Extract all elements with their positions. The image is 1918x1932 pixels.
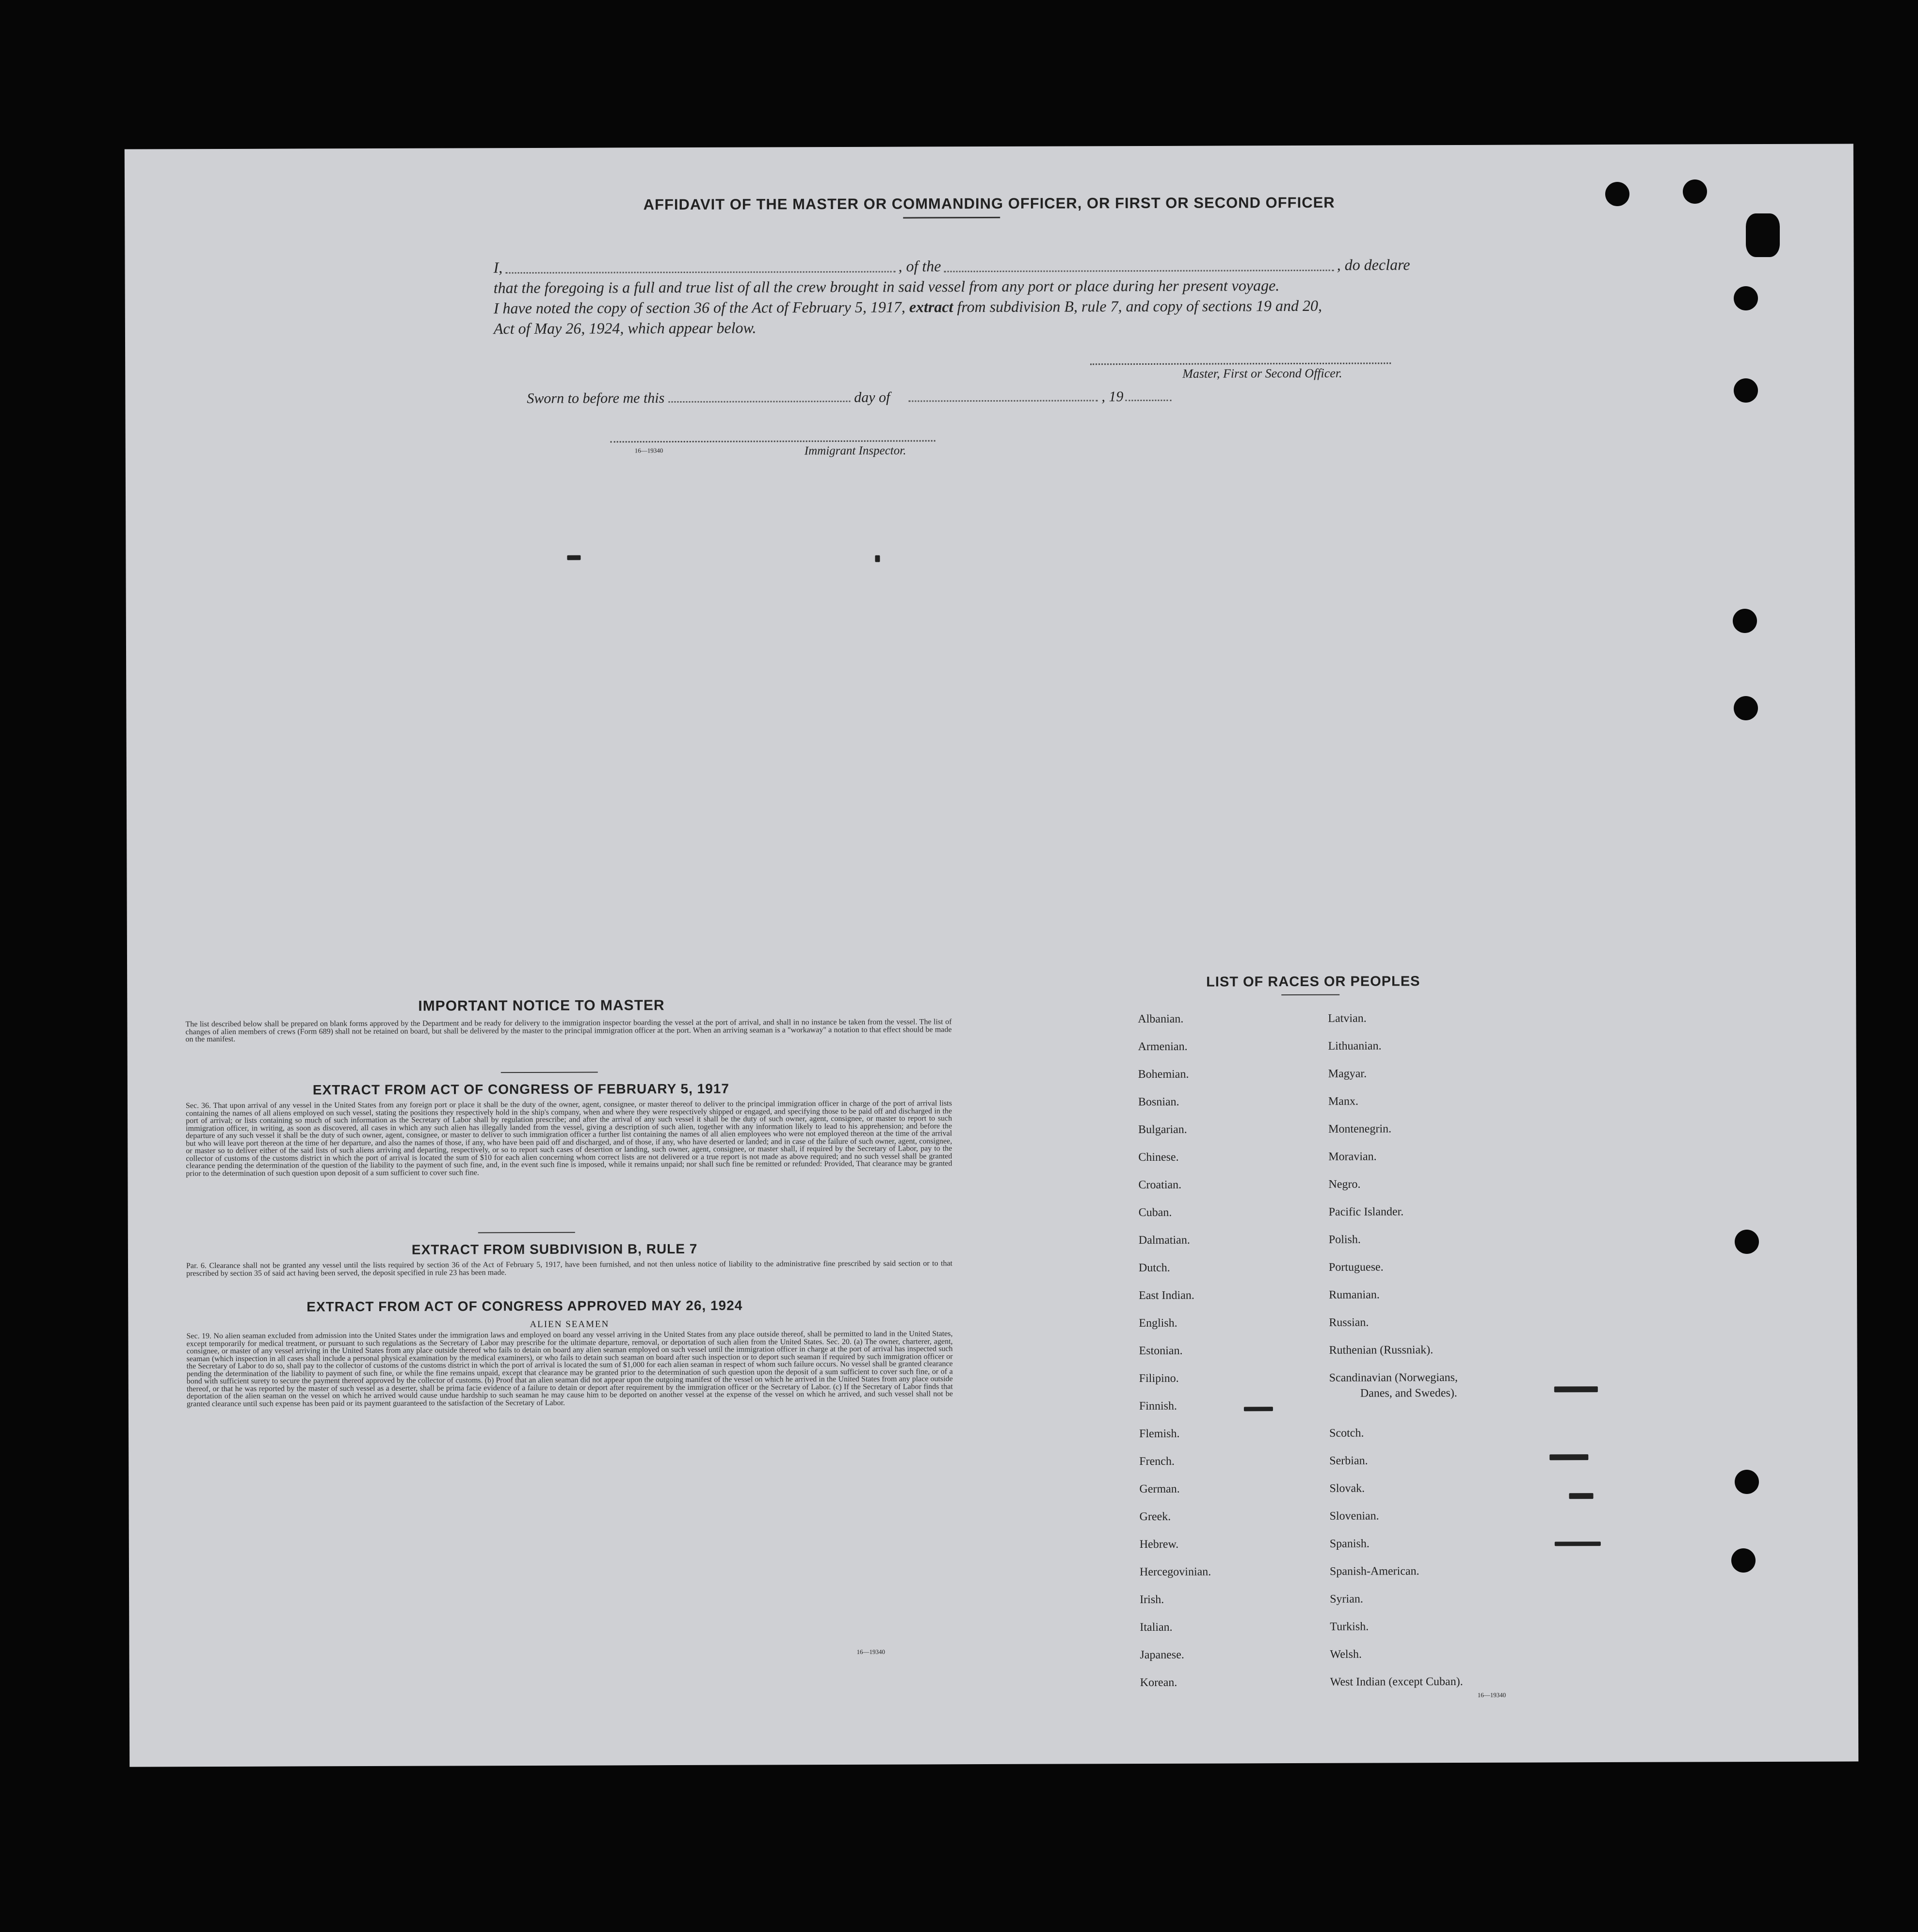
signature-label: Master, First or Second Officer. — [1182, 366, 1342, 381]
punch-hole — [1731, 1548, 1756, 1573]
punch-hole — [1734, 286, 1758, 310]
punch-hole — [1733, 609, 1757, 633]
torn-corner — [1746, 213, 1780, 257]
extract3-title: EXTRACT FROM ACT OF CONGRESS APPROVED MAY 26, 1924 — [306, 1298, 743, 1315]
ink-speck — [1569, 1493, 1593, 1499]
race-item: Chinese. — [1138, 1151, 1179, 1164]
race-item: Italian. — [1140, 1621, 1173, 1634]
race-item: Hebrew. — [1139, 1538, 1179, 1551]
year-blank — [1125, 399, 1171, 401]
race-item: Slovenian. — [1329, 1510, 1379, 1523]
sworn-text: Sworn to before me this — [527, 390, 665, 407]
form-code: 16—19340 — [856, 1648, 886, 1656]
race-item: Magyar. — [1328, 1067, 1367, 1080]
race-item: Ruthenian (Russniak). — [1329, 1344, 1434, 1357]
month-blank — [908, 399, 1097, 402]
race-item: Irish. — [1140, 1593, 1164, 1607]
form-code: 16—19340 — [634, 447, 663, 455]
race-item: Syrian. — [1330, 1592, 1363, 1606]
race-item: Bosnian. — [1138, 1095, 1179, 1109]
race-item: Albanian. — [1138, 1012, 1184, 1026]
race-item: Greek. — [1139, 1510, 1171, 1524]
notice-body: The list described below shall be prepared on blank forms approved by the Department and be ready for delivery to the immigration inspector boarding the vessel at the port of arrival, and shall in no instance be taken from the vessel. The list of changes of alien members of crews (Form 689) shall not be retained on board, but shall be delivered by the master to the principal immigration officer at the port. When an arriving seaman is a "workaway" a notation to that effect should be made on the manifest. — [185, 1018, 952, 1044]
race-item: German. — [1139, 1482, 1180, 1496]
race-item: Welsh. — [1330, 1648, 1362, 1661]
race-item: Russian. — [1329, 1316, 1369, 1329]
divider — [478, 1232, 575, 1234]
race-item: Portuguese. — [1328, 1261, 1384, 1274]
race-item: Turkish. — [1330, 1620, 1369, 1633]
race-item: Armenian. — [1138, 1040, 1188, 1054]
notice-title: IMPORTANT NOTICE TO MASTER — [418, 997, 665, 1014]
race-item: Montenegrin. — [1328, 1122, 1392, 1136]
affidavit-line-3 — [494, 295, 1410, 318]
race-item: Rumanian. — [1329, 1288, 1380, 1301]
affidavit-line-mid: , of the — [898, 257, 941, 275]
race-item: Scandinavian (Norwegians, — [1329, 1371, 1458, 1384]
divider — [501, 1072, 598, 1073]
sworn-line — [527, 389, 1171, 407]
form-page — [125, 144, 1858, 1767]
inspector-signature-line — [611, 440, 935, 442]
race-item: Hercegovinian. — [1139, 1565, 1211, 1579]
affidavit-text — [493, 254, 1410, 339]
race-item: Dalmatian. — [1138, 1234, 1190, 1247]
race-item: Finnish. — [1139, 1399, 1177, 1413]
alien-seamen-subtitle: ALIEN SEAMEN — [530, 1319, 610, 1330]
extract3-body: Sec. 19. No alien seaman excluded from admission into the United States under the immigration laws and employed on board any vessel arriving in the United States from any place outside thereof, shall be permitted to land in the United States, except temporarily for medical treatment, or pursuant to such regulations as the Secretary of Labor may prescribe for the ultimate departure, removal, or deportation of such alien from the United States. Sec. 20. (a) The owner, charterer, agent, consignee, or master of any vessel arriving in the United States from any place outside thereof who fails to detain on board any alien seaman employed on such vessel until the immigration officer in charge at the port of arrival has inspected such seaman (which inspection in all cases shall include a personal physical examination by the medical examiners), or who fails to detain such seaman on board after such inspection or to deport such seaman if required by such immigration officer or the Secretary of Labor to do so, shall pay to the collector of customs of the customs district in which the port of arrival is located the sum of $1,000 for each alien seaman in respect of whom such failure occurs. No vessel shall be granted clearance pending the determination of the liability to payment of such fine, or while the fine remains unpaid, except that clearance may be granted prior to the determination of such question upon the deposit of a sum sufficient to cover such fine, or of a bond with sufficient surety to secure the payment thereof approved by the collector of customs. (b) Proof that an alien seaman did not appear upon the outgoing manifest of the vessel on which he arrived in the United States from any place outside thereof, or that he was reported by the master of such vessel as a deserter, shall be prima facie evidence of a failure to detain or deport after requirement by the immigration officer or the Secretary of Labor. (c) If the Secretary of Labor finds that deportation of the alien seaman on the vessel on which he arrived would cause undue hardship to such seaman he may cause him to be deported on another vessel at the expense of the vessel on which he arrived, and such vessel shall not be granted clearance until such expense has been paid or its payment guaranteed to the satisfaction of the Secretary of Labor. — [186, 1330, 953, 1408]
race-item: East Indian. — [1139, 1289, 1194, 1302]
ink-speck — [1244, 1407, 1273, 1411]
punch-hole — [1735, 1230, 1759, 1254]
punch-hole — [1734, 378, 1758, 403]
affidavit-line-3b: extract — [909, 298, 953, 316]
race-item: Dutch. — [1138, 1261, 1170, 1275]
ink-speck — [567, 555, 580, 560]
race-item: Serbian. — [1329, 1454, 1368, 1467]
punch-hole — [1734, 696, 1758, 720]
day-of-text: day of — [854, 389, 890, 406]
affidavit-line-3c: from subdivision B, rule 7, and copy of sections 19 and 20, — [957, 296, 1322, 316]
races-title: LIST OF RACES OR PEOPLES — [1206, 974, 1420, 990]
race-item: Filipino. — [1139, 1372, 1179, 1385]
affidavit-line-2: that the foregoing is a full and true list of all the crew brought in said vessel from any port or place during her present voyage. — [493, 276, 1280, 297]
race-item: Polish. — [1328, 1233, 1361, 1246]
race-item: Lithuanian. — [1328, 1039, 1382, 1053]
punch-hole — [1605, 182, 1629, 206]
race-item: Negro. — [1328, 1178, 1361, 1191]
extract2-body: Par. 6. Clearance shall not be granted any vessel until the lists required by section 36 of the Act of February 5, 1917, have been furnished, and not then unless notice of liability to the administrative fine prescribed by said section or to that prescribed by section 35 of said act having been served, the deposit specified in rule 23 has been made. — [186, 1259, 953, 1278]
vessel-blank — [944, 255, 1334, 273]
extract1-body: Sec. 36. That upon arrival of any vessel in the United States from any foreign port or place it shall be the duty of the owner, agent, consignee, or master thereof to deliver to the principal immigration officer in charge of the port of arrival lists containing the names of all aliens employed on such vessel, stating the positions they respectively hold in the ship's company, when and where they were respectively shipped or engaged, and specifying those to be paid off and discharged in the port of arrival; or lists containing so much of such information as the Secretary of Labor shall by regulation prescribe; and after the arrival of any such vessel it shall be the duty of such owner, agent, consignee, or master to report to such immigration officer, in writing, as soon as discovered, all cases in which any such alien has illegally landed from the vessel, giving a description of such alien, together with any information likely to lead to his apprehension; and before the departure of any such vessel it shall be the duty of such owner, agent, consignee, or master to deliver to such immigration officer a further list containing the names of all alien employees who were not employed thereon at the time of the arrival but who will leave port thereon at the time of her departure, and also the names of those, if any, who have been paid off and discharged, and of those, if any, who have deserted or landed; and in case of the failure of such owner, agent, consignee, or master so to deliver either of the said lists of such aliens arriving and departing, respectively, or so to report such cases of desertion or landing, such owner, agent, consignee, or master shall, if required by the Secretary of Labor, pay to the collector of customs of the customs district in which the port of arrival is located the sum of $10 for each alien concerning whom correct lists are not delivered or a true report is not made as above required; and no such vessel shall be granted clearance pending the determination of the question of the liability to the payment of such fine, and, in the event such fine is imposed, while it remains unpaid; nor shall such fine be remitted or refunded: Provided, That clearance may be granted prior to the determination of such question upon deposit of a sum sufficient to cover such fine. — [185, 1099, 952, 1178]
name-blank — [505, 256, 895, 274]
punch-hole — [1735, 1470, 1759, 1494]
race-item: West Indian (except Cuban). — [1330, 1675, 1463, 1688]
race-item: English. — [1139, 1316, 1177, 1330]
race-item: Japanese. — [1140, 1648, 1184, 1662]
ink-speck — [1554, 1386, 1598, 1392]
race-item: Estonian. — [1139, 1344, 1183, 1358]
race-item: Slovak. — [1329, 1482, 1365, 1495]
affidavit-title: AFFIDAVIT OF THE MASTER OR COMMANDING OFFICER, OR FIRST OR SECOND OFFICER — [643, 194, 1335, 213]
divider — [1281, 994, 1339, 995]
race-item: Spanish-American. — [1329, 1565, 1419, 1578]
affidavit-line-start: I, — [493, 259, 503, 276]
affidavit-line-3a: I have noted the copy of section 36 of the Act of February 5, 1917, — [493, 298, 905, 317]
race-item: Pacific Islander. — [1328, 1205, 1404, 1218]
race-item: Spanish. — [1329, 1537, 1370, 1550]
extract2-title: EXTRACT FROM SUBDIVISION B, RULE 7 — [411, 1241, 698, 1257]
affidavit-line-end: , do declare — [1337, 256, 1410, 274]
date-blank — [668, 400, 850, 403]
ink-speck — [1555, 1542, 1601, 1546]
race-item: Cuban. — [1138, 1206, 1172, 1219]
race-item: Manx. — [1328, 1095, 1358, 1108]
signature-line — [1090, 362, 1391, 365]
form-code: 16—19340 — [1477, 1691, 1506, 1699]
race-item: Moravian. — [1328, 1150, 1377, 1163]
race-item: Flemish. — [1139, 1427, 1180, 1441]
inspector-label: Immigrant Inspector. — [804, 444, 906, 458]
race-item: Bulgarian. — [1138, 1123, 1187, 1136]
affidavit-line-4: Act of May 26, 1924, which appear below. — [493, 319, 757, 338]
race-item: Scotch. — [1329, 1427, 1364, 1440]
ink-speck — [875, 555, 880, 562]
race-item: Bohemian. — [1138, 1068, 1189, 1081]
punch-hole — [1683, 179, 1707, 204]
race-item: Croatian. — [1138, 1178, 1182, 1192]
extract1-title: EXTRACT FROM ACT OF CONGRESS OF FEBRUARY 5, 1917 — [312, 1081, 729, 1098]
race-item: French. — [1139, 1455, 1175, 1468]
divider — [903, 217, 1000, 219]
race-item: Korean. — [1140, 1676, 1177, 1689]
race-item: Danes, and Swedes). — [1360, 1386, 1457, 1400]
ink-speck — [1549, 1454, 1588, 1460]
race-item: Latvian. — [1328, 1012, 1367, 1025]
year-text: , 19 — [1101, 389, 1124, 405]
